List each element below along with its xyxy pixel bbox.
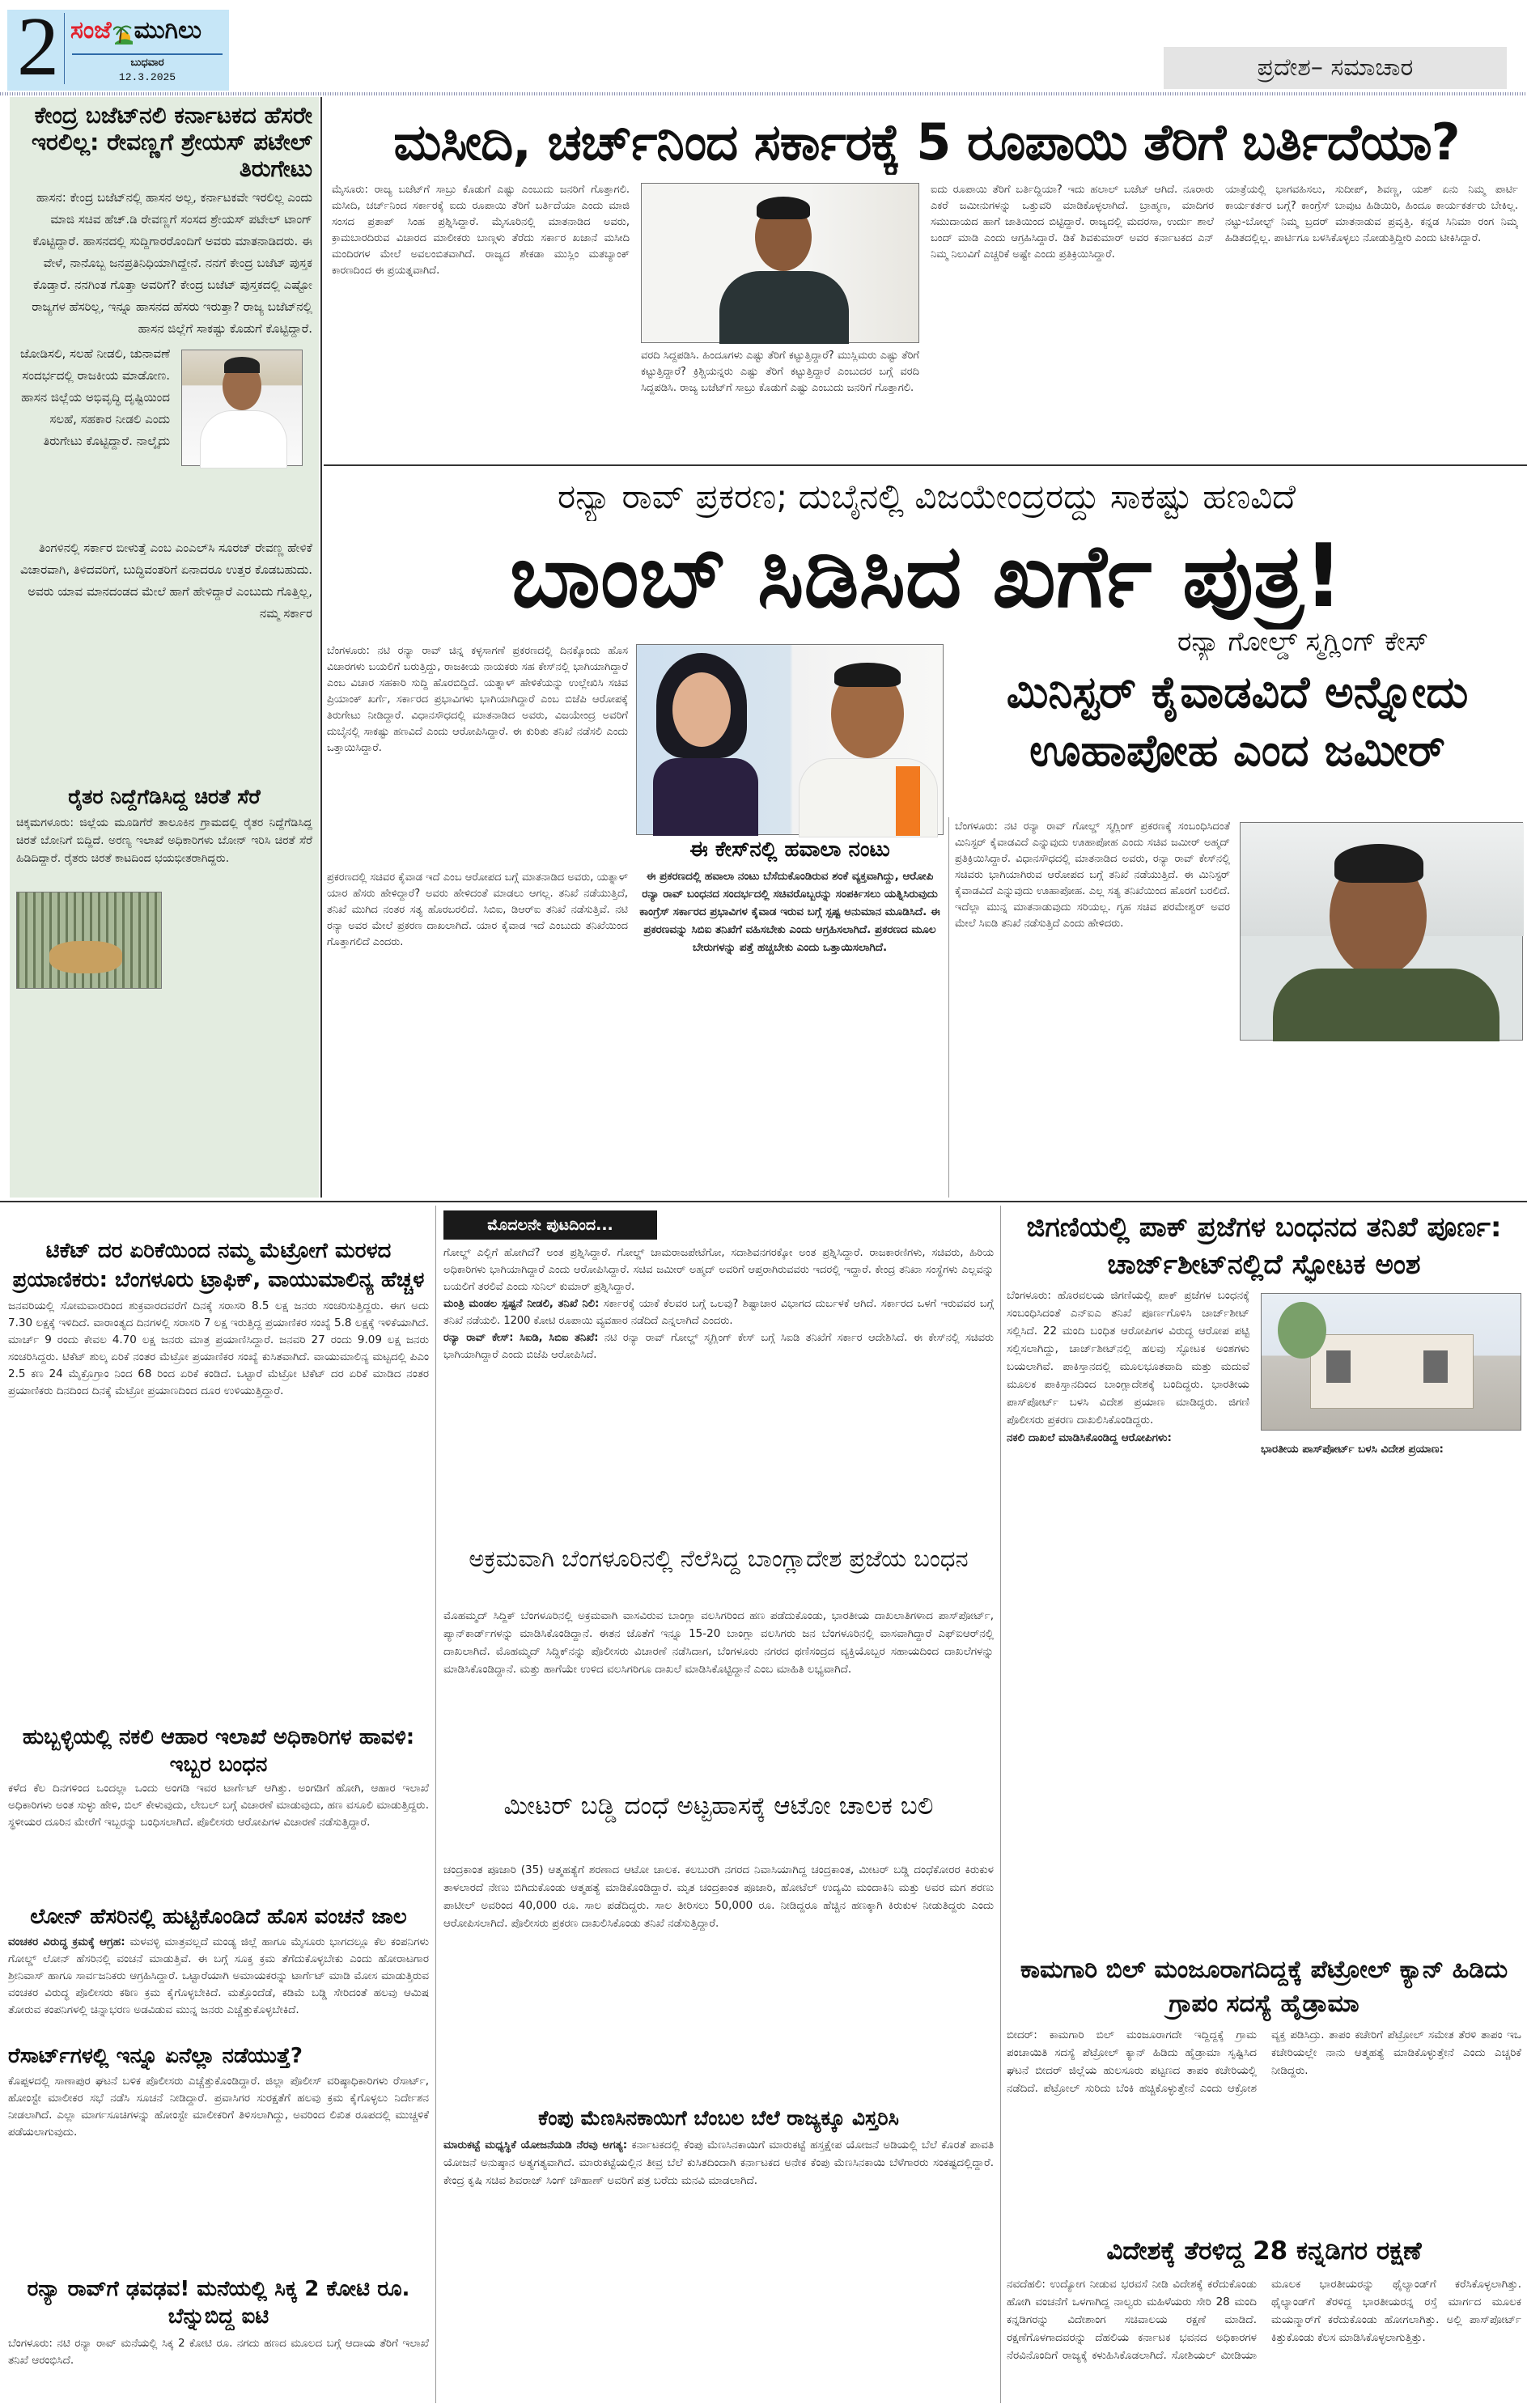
sidebar-story2-headline: ರೈತರ ನಿದ್ದೆಗೆಡಿಸಿದ್ದ ಚಿರತೆ ಸೆರೆ [68, 785, 261, 808]
hubballi-body: ಕಳೆದ ಕೆಲ ದಿನಗಳಿಂದ ಒಂದಲ್ಲಾ ಒಂದು ಅಂಗಡಿ ಇವರ ಟಾರ್ಗೆಟ್ ಆಗಿತ್ತು. ಅಂಗಡಿಗೆ ಹೋಗಿ, ಆಹಾರ ಇಲಾಖೆ ಅಧಿಕಾರಿಗಳು ಅಂತ ಸುಳ್ಳು ಹೇಳಿ, ಬಿಲ್ ಕೇಳುವುದು, ಲೇಬಲ್ ಬಗ್ಗೆ ವಿಚಾರಣೆ ಮಾಡುವುದು, ಹಣ ವಸೂಲಿ ಮಾಡುತ್ತಿದ್ದರು. ಸ್ಥಳೀಯರ ದೂರಿನ ಮೇರೆಗೆ ಇಬ್ಬರನ್ನು ಬಂಧಿಸಲಾಗಿದೆ. ಪೊಲೀಸರು ಆರೋಪಿಗಳ ವಿಚಾರಣೆ ನಡೆಸುತ್ತಿದ್ದಾರೆ. [8, 1782, 429, 1829]
loan-body [8, 1934, 429, 2039]
continued-banner [443, 1210, 657, 1240]
section-label: ಪ್ರದೇಶ– ಸಮಾಚಾರ [1257, 53, 1414, 82]
lead-col-2: ವರದಿ ಸಿದ್ದಪಡಿಸಿ. ಹಿಂದೂಗಳು ಎಷ್ಟು ತೆರಿಗೆ ಕಟ್ಟುತ್ತಿದ್ದಾರೆ? ಮುಸ್ಲಿಮರು ಎಷ್ಟು ತೆರಿಗೆ ಕಟ್ಟುತ್ತಿದ್ದಾರೆ? ಕ್ರಿಶ್ಚಿಯನ್ನರು ಎಷ್ಟು ತೆರಿಗೆ ಕಟ್ಟುತ್ತಿದ್ದಾರೆ ಎಂಬುದರ ಬಗ್ಗೆ ವರದಿ ಸಿದ್ದಪಡಿಸಿ. ರಾಜ್ಯ ಬಜೆಟ್‌ಗೆ ಸಾಬ್ರು ಕೊಡುಗೆ ಎಷ್ಟು ಎಂಬುದು ಜನರಿಗೆ ಗೊತ್ತಾಗಲಿ. [641, 350, 919, 394]
bottom-left-rule [435, 1206, 436, 2403]
zameer-ahmed-photo [1240, 822, 1523, 1041]
hawala-box-headline: ಈ ಕೇಸ್‌ನಲ್ಲಿ ಹವಾಲಾ ನಂಟು [689, 837, 890, 862]
ranya-it-headline: ರನ್ಯಾ ರಾವ್‌ಗೆ ಢವಢವ! ಮನೆಯಲ್ಲಿ ಸಿಕ್ಕ 2 ಕೋಟಿ ರೂ. ಬೆನ್ನುಬಿದ್ದ ಐಟಿ [27, 2277, 410, 2329]
loan-headline: ಲೋನ್ ಹೆಸರಿನಲ್ಲಿ ಹುಟ್ಟಿಕೊಂಡಿದೆ ಹೊಸ ವಂಚನೆ ಜಾಲ [30, 1905, 407, 1929]
lead-headline: ಮಸೀದಿ, ಚರ್ಚ್‌ನಿಂದ ಸರ್ಕಾರಕ್ಕೆ 5 ರೂಪಾಯಿ ತೆರಿಗೆ ಬರ್ತಿದೆಯಾ? [393, 112, 1460, 172]
lead-col-1: ಮೈಸೂರು: ರಾಜ್ಯ ಬಜೆಟ್‌ಗೆ ಸಾಬ್ರು ಕೊಡುಗೆ ಎಷ್ಟು ಎಂಬುದು ಜನರಿಗೆ ಗೊತ್ತಾಗಲಿ. ಮಸೀದಿ, ಚರ್ಚ್‌ನಿಂದ ಸರ್ಕಾರಕ್ಕೆ ಐದು ರೂಪಾಯಿ ತೆರಿಗೆ ಬರ್ತಿದೆಯಾ ಎಂದು ಮಾಜಿ ಸಂಸದ ಪ್ರತಾಪ್ ಸಿಂಹ ಪ್ರಶ್ನಿಸಿದ್ದಾರೆ. ಮೈಸೂರಿನಲ್ಲಿ ಮಾತನಾಡಿದ ಅವರು, ಕ್ರಾಮಬಾರದಿರುವ ವಿಚಾರದ ಮಾಲೀಕರು ಬಾಣ್ಗಳು ತೆರೆದು ಸರ್ಕಾರ ಖಜಾನೆ ಮಸೀದಿ ಮಂದಿರಗಳ ಮೇಲೆ ಅವಲಂಬಿತವಾಗಿದೆ. ರಾಜ್ಯದ ಶೇಕಡಾ ಮುಸ್ಲಿಂ ಮತಬ್ಯಾಂಕ್ ಕಾರಣದಿಂದ ಈ ಪ್ರಯತ್ನವಾಗಿದೆ. [332, 184, 630, 277]
logo-text-red: ಸಂಜೆ [70, 16, 112, 45]
jigani-building-photo [1261, 1293, 1521, 1431]
meter-headline: ಮೀಟರ್ ಬಡ್ಡಿ ದಂಧೆ ಅಟ್ಟಹಾಸಕ್ಕೆ ಆಟೋ ಚಾಲಕ ಬಲಿ [503, 1791, 934, 1821]
page-number: 2 [17, 10, 59, 91]
meter-body: ಚಂದ್ರಕಾಂತ ಪೂಜಾರಿ (35) ಆತ್ಮಹತ್ಯೆಗೆ ಶರಣಾದ ಆಟೋ ಚಾಲಕ. ಕಲಬುರಗಿ ನಗರದ ನಿವಾಸಿಯಾಗಿದ್ದ ಚಂದ್ರಕಾಂತ, ಮೀಟರ್ ಬಡ್ಡಿ ದಂಧೆಕೋರರ ಕಿರುಕುಳ ತಾಳಲಾರದೆ ನೇಣು ಬಿಗಿದುಕೊಂಡು ಆತ್ಮಹತ್ಯೆ ಮಾಡಿಕೊಂಡಿದ್ದಾರೆ. ಮೃತ ಚಂದ್ರಕಾಂತ ಪೂಜಾರಿ, ಹೋಟೆಲ್ ಉದ್ಯಮಿ ಮಂದಾಕಿನಿ ಮತ್ತು ಅವರ ಮಗ ಶರಣು ಪಾಟೀಲ್ ಅವರಿಂದ 40,000 ರೂ. ಸಾಲ ಪಡೆದಿದ್ದರು. ಸಾಲ ತೀರಿಸಲು 50,000 ರೂ. ನೀಡಿದ್ದರೂ ಹೆಚ್ಚಿನ ಹಣಕ್ಕಾಗಿ ಕಿರುಕುಳ ನೀಡುತಿದ್ದರು ಎಂದು ಆರೋಪಿಸಲಾಗಿದೆ. ಪೊಲೀಸರು ಪ್ರಕರಣ ದಾಖಲಿಸಿಕೊಂಡು ತನಿಖೆ ನಡೆಸುತ್ತಿದ್ದಾರೆ. [443, 1863, 994, 1930]
pratap-simha-photo [641, 183, 919, 343]
center-top-text: ಗೋಲ್ಡ್ ಎಲ್ಲಿಗೆ ಹೋಗಿದೆ? ಅಂತ ಪ್ರಶ್ನಿಸಿದ್ದಾರೆ. ಗೋಲ್ಡ್ ಚಾಮರಾಜಪೇಟೆಗೋ, ಸದಾಶಿವನಗರಕ್ಕೋ ಅಂತ ಪ್ರಶ್ನಿಸಿದ್ದಾರೆ. ರಾಜಕಾರಣಿಗಳು, ಸಚಿವರು, ಹಿರಿಯ ಅಧಿಕಾರಿಗಳು ಭಾಗಿಯಾಗಿದ್ದಾರೆ ಎಂದು ಆರೋಪಿಸಿದ್ದಾರೆ. ಸಚಿವ ಜಮೀರ್ ಅಹ್ಮದ್ ಅವರಿಗೆ ಆಪ್ತರಾಗಿರುವವರು ಇದರಲ್ಲಿ ಇದ್ದಾರೆ. ಕೇಂದ್ರ ತನಿಖಾ ಸಂಸ್ಥೆಗಳು ಎಲ್ಲವನ್ನು ಬಯಲಿಗೆ ತರಲಿವೆ ಎಂದು ಸುನಿಲ್ ಕುಮಾರ್ ಪ್ರಶ್ನಿಸಿದ್ದಾರೆ. [443, 1247, 994, 1293]
jigani-body-col2 [1261, 1440, 1521, 1950]
second-sub-kicker: ರನ್ಯಾ ಗೋಲ್ಡ್ ಸ್ಮಗ್ಲಿಂಗ್ ಕೇಸ್ [1177, 625, 1429, 657]
jigani-headline: ಜಿಗಣಿಯಲ್ಲಿ ಪಾಕ್ ಪ್ರಜೆಗಳ ಬಂಧನದ ತನಿಖೆ ಪೂರ್ಣ: ಚಾರ್ಜ್‌ಶೀಟ್‌ನಲ್ಲಿದೆ ಸ್ಫೋಟಕ ಅಂಶ [1026, 1211, 1502, 1281]
center-top-text2: ಸರ್ಕಾರಕ್ಕೆ ಯಾಕೆ ಕೆಲವರ ಬಗ್ಗೆ ಒಲವು? ಶಿಷ್ಟಾಚಾರ ವಿಭಾಗದ ದುರ್ಬಳಕೆ ಆಗಿದೆ. ಸರ್ಕಾರದ ಒಳಗೆ ಇರುವವರ ಬಗ್ಗೆ ತನಿಖೆ ನಡೆಯಲಿ. 1200 ಕೋಟಿ ರೂಪಾಯಿ ವ್ಯವಹಾರ ನಡೆದಿದೆ ಎನ್ನಲಾಗಿದೆ ಎಂದರು. [443, 1298, 994, 1327]
jigani-lead3: ಭಾರತೀಯ ಪಾಸ್‌ಪೋರ್ಟ್ ಬಳಸಿ ವಿದೇಶ ಪ್ರಯಾಣ: [1261, 1443, 1444, 1456]
second-sub-headline: ಮಿನಿಸ್ಟರ್ ಕೈವಾಡವಿದೆ ಅನ್ನೋದು ಊಹಾಪೋಹ ಎಂದ ಜಮೀರ್ [1006, 667, 1469, 776]
bidar-body: ಬೀದರ್: ಕಾಮಗಾರಿ ಬಿಲ್ ಮಂಜೂರಾಗದೇ ಇದ್ದಿದ್ದಕ್ಕೆ ಗ್ರಾಮ ಪಂಚಾಯಿತಿ ಸದಸ್ಯೆ ಪೆಟ್ರೋಲ್ ಕ್ಯಾನ್ ಹಿಡಿದು ಹೈಡ್ರಾಮಾ ಸೃಷ್ಟಿಸಿದ ಘಟನೆ ಬೀದರ್ ಜಿಲ್ಲೆಯ ಹುಲಸೂರು ಪಟ್ಟಣದ ತಾಪಂ ಕಚೇರಿಯಲ್ಲಿ ನಡೆದಿದೆ. ಪೆಟ್ರೋಲ್ ಸುರಿದು ಬೆಂಕಿ ಹಚ್ಚಿಕೊಳ್ಳುತ್ತೇನೆ ಎಂದು ಆಕ್ರೋಶ ವ್ಯಕ್ತ ಪಡಿಸಿದ್ರು. ತಾಪಂ ಕಚೇರಿಗೆ ಪೆಟ್ರೋಲ್ ಸಮೇತ ತೆರಳಿ ತಾಪಂ ಇಒ ಕಚೇರಿಯಲ್ಲೇ ನಾನು ಆತ್ಮಹತ್ಯೆ ಮಾಡಿಕೊಳ್ಳುತ್ತೇನೆ ಎಂದು ಎಚ್ಚರಿಕೆ ನೀಡಿದ್ದರು. [1007, 2029, 1521, 2095]
logo-text-black: ಮುಗಿಲು [134, 16, 202, 45]
center-top-body [443, 1244, 994, 1520]
jigani-lead2: ನಕಲಿ ದಾಖಲೆ ಮಾಡಿಸಿಕೊಂಡಿದ್ದ ಆರೋಪಿಗಳು: [1007, 1431, 1172, 1444]
loan-lead: ವಂಚಕರ ವಿರುದ್ಧ ಕ್ರಮಕ್ಕೆ ಆಗ್ರಹ: [8, 1935, 125, 1948]
palm-sun-icon [113, 21, 133, 42]
tomato-headline: ಕೆಂಪು ಮೆಣಸಿನಕಾಯಿಗೆ ಬೆಂಬಲ ಬೆಲೆ ರಾಜ್ಯಕ್ಕೂ ವಿಸ್ತರಿಸಿ [538, 2106, 899, 2130]
metro-headline: ಟಿಕೆಟ್ ದರ ಏರಿಕೆಯಿಂದ ನಮ್ಮ ಮೆಟ್ರೋಗೆ ಮರಳದ ಪ್ರಯಾಣಿಕರು: ಬೆಂಗಳೂರು ಟ್ರಾಫಿಕ್, ವಾಯುಮಾಲಿನ್ಯ ಹೆಚ್ಚಳ [12, 1239, 425, 1292]
center-top-lead3: ರನ್ಯಾ ರಾವ್ ಕೇಸ್: ಸಿಐಡಿ, ಸಿಬಿಐ ತನಿಖೆ: [443, 1332, 599, 1344]
bidar-headline: ಕಾಮಗಾರಿ ಬಿಲ್ ಮಂಜೂರಾಗದಿದ್ದಕ್ಕೆ ಪೆಟ್ರೋಲ್ ಕ್ಯಾನ್ ಹಿಡಿದು ಗ್ರಾಪಂ ಸದಸ್ಯೆ ಹೈಡ್ರಾಮಾ [1020, 1956, 1508, 2018]
lead-col-4: ಯಾತ್ರೆಯಲ್ಲಿ ಭಾಗವಹಿಸಲು, ಸುದೀಪ್, ಶಿವಣ್ಣ, ಯಶ್ ಏನು ನಿಮ್ಮ ಪಾರ್ಟಿ ಕಾರ್ಯಕರ್ತರ ಬಗ್ಗೆ? ಕಾಂಗ್ರೆಸ್ ಬಾವುಟ ಹಿಡಿಯಿರಿ, ಹಿಂದೂ ಕಾರ್ಯಕರ್ತರು ಬೇಕಿಲ್ಲ. ನಟ್ಟು-ಬೋಲ್ಟ್ ನಿಮ್ಮ ಬ್ರದರ್ ಮಾತನಾಡುವ ಪ್ರವೃತ್ತಿ. ಕನ್ನಡ ಸಿನಿಮಾ ರಂಗ ನಿಮ್ಮ ಹಿಡಿತದಲ್ಲಿಲ್ಲ. ಪಾರ್ಟಿಗೂ ಬಳಸಿಕೊಳ್ಳಲು ನೋಡುತ್ತಿದ್ದೀರಿ ಎಂದು ಟೀಕಿಸಿದ್ದಾರೆ. [1225, 184, 1518, 244]
hawala-box-body: ಈ ಪ್ರಕರಣದಲ್ಲಿ ಹವಾಲಾ ನಂಟು ಬೆಸೆದುಕೊಂಡಿರುವ ಶಂಕೆ ವ್ಯಕ್ತವಾಗಿದ್ದು, ಆರೋಪಿ ರನ್ಯಾ ರಾವ್ ಬಂಧನದ ಸಂದರ್ಭದಲ್ಲಿ ಸಚಿವರೊಬ್ಬರನ್ನು ಸಂಪರ್ಕಿಸಲು ಯತ್ನಿಸಿರುವುದು ಕಾಂಗ್ರೆಸ್ ಸರ್ಕಾರದ ಪ್ರಭಾವಿಗಳ ಕೈವಾಡ ಇರುವ ಬಗ್ಗೆ ಸ್ಪಷ್ಟ ಅನುಮಾನ ಮೂಡಿಸಿದೆ. ಈ ಪ್ರಕರಣವನ್ನು ಸಿಬಿಐ ತನಿಖೆಗೆ ವಹಿಸಬೇಕು ಎಂದು ಆಗ್ರಹಿಸಲಾಗಿದೆ. ಪ್ರಕರಣದ ಮೂಲ ಬೇರುಗಳನ್ನು ಪತ್ತೆ ಹಚ್ಚಬೇಕು ಎಂದು ಒತ್ತಾಯಿಸಲಾಗಿದೆ. [639, 870, 940, 954]
center-top-lead2: ಮಂತ್ರಿ ಮಂಡಲ ಸ್ಪಷ್ಟನೆ ನೀಡಲಿ, ತನಿಖೆ ನಿಲಿ: [443, 1298, 600, 1310]
resort-headline: ರೆಸಾರ್ಟ್‌ಗಳಲ್ಲಿ ಇನ್ನೂ ಏನೆಲ್ಲಾ ನಡೆಯುತ್ತೆ? [8, 2044, 303, 2068]
bangla-headline: ಅಕ್ರಮವಾಗಿ ಬೆಂಗಳೂರಿನಲ್ಲಿ ನೆಲೆಸಿದ್ದ ಬಾಂಗ್ಲಾದೇಶ ಪ್ರಜೆಯ ಬಂಧನ [469, 1545, 969, 1572]
leopard-cage-photo [16, 892, 162, 989]
tomato-lead: ಮಾರುಕಟ್ಟೆ ಮಧ್ಯಸ್ಥಿಕೆ ಯೋಜನೆಯಡಿ ನೆರವು ಅಗತ್ಯ: [443, 2139, 628, 2152]
center-top-text3: ನಟಿ ರನ್ಯಾ ರಾವ್ ಗೋಲ್ಡ್ ಸ್ಮಗ್ಲಿಂಗ್ ಕೇಸ್ ಬಗ್ಗೆ ಸಿಐಡಿ ತನಿಖೆಗೆ ಸರ್ಕಾರ ಆದೇಶಿಸಿದೆ. ಈ ಕೇಸ್‌ನಲ್ಲಿ ಸಚಿವರು ಭಾಗಿಯಾಗಿದ್ದಾರೆ ಎಂದು ಬಿಜೆಪಿ ಆರೋಪಿಸಿದೆ. [443, 1332, 994, 1361]
ranya-it-body: ಬೆಂಗಳೂರು: ನಟಿ ರನ್ಯಾ ರಾವ್ ಮನೆಯಲ್ಲಿ ಸಿಕ್ಕ 2 ಕೋಟಿ ರೂ. ನಗದು ಹಣದ ಮೂಲದ ಬಗ್ಗೆ ಆದಾಯ ತೆರಿಗೆ ಇಲಾಖೆ ತನಿಖೆ ಆರಂಭಿಸಿದೆ. [8, 2337, 429, 2367]
upper-section-bottom-rule [0, 1201, 1527, 1202]
ranya-vijayendra-photo [636, 644, 944, 835]
lead-col-3: ಐದು ರೂಪಾಯಿ ತೆರಿಗೆ ಬರ್ತಿದ್ದಿಯಾ? ಇದು ಹಲಾಲ್ ಬಜೆಟ್ ಆಗಿದೆ. ನೂರಾರು ಎಕರೆ ಜಮೀನುಗಳನ್ನು ಒತ್ತುವರಿ ಮಾಡಿಕೊಳ್ಳಲಾಗಿದೆ. ಬ್ರಾಹ್ಮಣ, ಮಾದಿಗರ ಸಮುದಾಯದ ಹಾಗೆ ಜಾತಿಯಿಂದ ಬಿಟ್ಟಿದ್ದಾರೆ. ರಾಜ್ಯದಲ್ಲಿ ಮದರಸಾ, ಉರ್ದು ಶಾಲೆ ಬಂದ್ ಮಾಡಿ ಎಂದು ಆಗ್ರಹಿಸಿದ್ದಾರೆ. ಡಿಕೆ ಶಿವಕುಮಾರ್ ಅವರ ಕರ್ನಾಟಕದ ಎನ್ ನಿಮ್ಮ ನಿಲುವಿಗೆ ಎಚ್ಚರಿಕೆ ಅಷ್ಟೇ ಎಂದು ಪ್ರತಿಕ್ರಿಯಿಸಿದ್ದಾರೆ. [931, 184, 1214, 261]
sidebar-story1-body-cont: ತಿಂಗಳಿನಲ್ಲಿ ಸರ್ಕಾರ ಬೀಳುತ್ತೆ ಎಂಬ ಎಂಎಲ್‌ಸಿ ಸೂರಜ್ ರೇವಣ್ಣ ಹೇಳಿಕೆ ವಿಚಾರವಾಗಿ, ತಿಳಿದವರಿಗೆ, ಬುದ್ಧಿವಂತರಿಗೆ ಏನಾದರೂ ಉತ್ತರ ಕೊಡಬಹುದು. ಅವರು ಯಾವ ಮಾನದಂಡದ ಮೇಲೆ ಹಾಗೆ ಹೇಳಿದ್ದಾರೆ ಎಂಬುದು ಗೊತ್ತಿಲ್ಲ, ನಮ್ಮ ಸರ್ಕಾರ [19, 541, 312, 621]
lead-bottom-rule [324, 464, 1527, 466]
masthead-divider [0, 92, 1527, 95]
tomato-text: ಕರ್ನಾಟಕದಲ್ಲಿ ಕೆಂಪು ಮೆಣಸಿನಕಾಯಿಗೆ ಮಾರುಕಟ್ಟೆ ಹಸ್ತಕ್ಷೇಪ ಯೋಜನೆ ಅಡಿಯಲ್ಲಿ ಬೆಲೆ ಕೊರತೆ ಪಾವತಿ ಯೋಜನೆ ಅನುಷ್ಠಾನ ಅತ್ಯಗತ್ಯವಾಗಿದೆ. ಮಾರುಕಟ್ಟೆಯಲ್ಲಿನ ತೀವ್ರ ಬೆಲೆ ಕುಸಿತದಿಂದಾಗಿ ಕರ್ನಾಟಕದ ಅನೇಕ ಕೆಂಪು ಮೆಣಸಿನಕಾಯಿ ಬೆಳೆಗಾರರು ಸಂಕಷ್ಟದಲ್ಲಿದ್ದಾರೆ. ಕೇಂದ್ರ ಕೃಷಿ ಸಚಿವ ಶಿವರಾಜ್ ಸಿಂಗ್ ಚೌಹಾಣ್ ಅವರಿಗೆ ಪತ್ರ ಬರೆದು ಮನವಿ ಮಾಡಲಾಗಿದೆ. [443, 2139, 994, 2187]
second-kicker: ರನ್ಯಾ ರಾವ್ ಪ್ರಕರಣ; ದುಬೈನಲ್ಲಿ ವಿಜಯೇಂದ್ರರದ್ದು ಸಾಕಷ್ಟು ಹಣವಿದೆ [558, 477, 1296, 516]
center-top-body-right [668, 1210, 994, 1243]
thailand-body: ನವದೆಹಲಿ: ಉದ್ಯೋಗ ನೀಡುವ ಭರವಸೆ ನೀಡಿ ವಿದೇಶಕ್ಕೆ ಕರೆದುಕೊಂಡು ಹೋಗಿ ವಂಚನೆಗೆ ಒಳಗಾಗಿದ್ದ ನಾಲ್ವರು ಮಹಿಳೆಯರು ಸೇರಿ 28 ಮಂದಿ ಕನ್ನಡಿಗರನ್ನು ವಿದೇಶಾಂಗ ಸಚಿವಾಲಯ ರಕ್ಷಣೆ ಮಾಡಿದೆ. ರಕ್ಷಣೆಗೊಳಗಾದವರನ್ನು ದೆಹಲಿಯ ಕರ್ನಾಟಕ ಭವನದ ಅಧಿಕಾರಗಳ ನೆರವಿನೊಂದಿಗೆ ರಾಜ್ಯಕ್ಕೆ ಕಳುಹಿಸಿಕೊಡಲಾಗಿದೆ. ಸೋಶಿಯಲ್ ಮೀಡಿಯಾ ಮೂಲಕ ಭಾರತೀಯರನ್ನು ಥೈಲ್ಯಾಂಡ್‌ಗೆ ಕರೆಸಿಕೊಳ್ಳಲಾಗಿತ್ತು. ಥೈಲ್ಯಾಂಡ್‌ಗೆ ತೆರಳಿದ್ದ ಭಾರತೀಯರನ್ನ ರಸ್ತೆ ಮಾರ್ಗದ ಮೂಲಕ ಮಯನ್ಮಾರ್‌ಗೆ ಕರೆದುಕೊಂಡು ಹೋಗಲಾಗಿತ್ತು. ಅಲ್ಲಿ ಪಾಸ್‌ಪೋರ್ಟ್ ಕಿತ್ತುಕೊಂಡು ಕೆಲಸ ಮಾಡಿಸಿಕೊಳ್ಳಲಾಗುತ್ತಿತ್ತು. [1007, 2278, 1521, 2362]
sidebar-story1-body: ಹಾಸನ: ಕೇಂದ್ರ ಬಜೆಟ್‌ನಲ್ಲಿ ಹಾಸನ ಅಲ್ಲ, ಕರ್ನಾಟಕವೇ ಇರಲಿಲ್ಲ ಎಂದು ಮಾಜಿ ಸಚಿವ ಹೆಚ್.ಡಿ ರೇವಣ್ಣಗೆ ಸಂಸದ ಶ್ರೇಯಸ್ ಪಟೇಲ್ ಟಾಂಗ್ ಕೊಟ್ಟಿದ್ದಾರೆ. ಹಾಸನದಲ್ಲಿ ಸುದ್ದಿಗಾರರೊಂದಿಗೆ ಅವರು ಮಾತನಾಡಿದರು. ಈ ವೇಳೆ, ನಾನೊಬ್ಬ ಜನಪ್ರತಿನಿಧಿಯಾಗಿದ್ದೇನೆ. ನನಗೆ ಕೇಂದ್ರ ಬಜೆಟ್ ಪುಸ್ತಕ ಕೊಡ್ತಾರೆ. ನನಗಿಂತ ಗೊತ್ತಾ ಅವರಿಗೆ? ಕೇಂದ್ರ ಬಜೆಟ್ ಪುಸ್ತಕದಲ್ಲಿ ಎಷ್ಟೋ ರಾಜ್ಯಗಳ ಹೆಸರಿಲ್ಲ, ಇನ್ನೂ ಹಾಸನದ ಹೆಸರು ಇರುತ್ತಾ? ರಾಜ್ಯ ಬಜೆಟ್‌ನಲ್ಲಿ ಹಾಸನ ಜಿಲ್ಲೆಗೆ ಸಾಕಷ್ಟು ಕೊಡುಗೆ ಕೊಟ್ಟಿದ್ದಾರೆ. [32, 190, 312, 336]
shreyas-patel-photo [181, 350, 303, 466]
tomato-body [443, 2136, 994, 2403]
date-label: 12.3.2025 [118, 71, 176, 83]
jigani-body-col1 [1007, 1287, 1249, 1950]
sidebar-story2-body: ಚಿಕ್ಕಮಗಳೂರು: ಜಿಲ್ಲೆಯ ಮೂಡಿಗೆರೆ ತಾಲೂಕಿನ ಗ್ರಾಮದಲ್ಲಿ ರೈತರ ನಿದ್ದೆಗೆಡಿಸಿದ್ದ ಚಿರತೆ ಬೋನಿಗೆ ಬಿದ್ದಿದೆ. ಅರಣ್ಯ ಇಲಾಖೆ ಅಧಿಕಾರಿಗಳು ಬೋನ್ ಇರಿಸಿ ಚಿರತೆ ಸೆರೆ ಹಿಡಿದಿದ್ದಾರೆ. ರೈತರು ಚಿರತೆ ಕಾಟದಿಂದ ಭಯಭೀತರಾಗಿದ್ದರು. [16, 816, 312, 866]
jigani-text: ಬೆಂಗಳೂರು: ಹೊರವಲಯ ಜಿಗಣಿಯಲ್ಲಿ ಪಾಕ್ ಪ್ರಜೆಗಳ ಬಂಧನಕ್ಕೆ ಸಂಬಂಧಿಸಿದಂತೆ ಎನ್‌ಐಎ ತನಿಖೆ ಪೂರ್ಣಗೊಳಿಸಿ ಚಾರ್ಜ್‌ಶೀಟ್ ಸಲ್ಲಿಸಿದೆ. 22 ಮಂದಿ ಬಂಧಿತ ಆರೋಪಿಗಳ ವಿರುದ್ಧ ಆರೋಪ ಪಟ್ಟಿ ಸಲ್ಲಿಸಲಾಗಿದ್ದು, ಚಾರ್ಜ್‌ಶೀಟ್‌ನಲ್ಲಿ ಹಲವು ಸ್ಫೋಟಕ ಅಂಶಗಳು ಬಯಲಾಗಿವೆ. ಪಾಕಿಸ್ತಾನದಲ್ಲಿ ಮೂಲಭೂತವಾದಿ ಮತ್ತು ಮದುವೆ ಮೂಲಕ ಪಾಕಿಸ್ತಾನದಿಂದ ಬಾಂಗ್ಲಾದೇಶಕ್ಕೆ ಬಂದಿದ್ದರು. ಭಾರತೀಯ ಪಾಸ್‌ಪೋರ್ಟ್ ಬಳಸಿ ವಿದೇಶ ಪ್ರಯಾಣ ಮಾಡಿದ್ದರು. ಜಿಗಣಿ ಪೊಲೀಸರು ಪ್ರಕರಣ ದಾಖಲಿಸಿಕೊಂಡಿದ್ದರು. [1007, 1289, 1249, 1427]
second-headline: ಬಾಂಬ್ ಸಿಡಿಸಿದ ಖರ್ಗೆ ಪುತ್ರ! [509, 526, 1344, 627]
continued-label: ಮೊದಲನೇ ಪುಟದಿಂದ... [487, 1216, 613, 1234]
bangla-body: ಮೊಹಮ್ಮದ್ ಸಿದ್ದಿಕ್ ಬೆಂಗಳೂರಿನಲ್ಲಿ ಅಕ್ರಮವಾಗಿ ವಾಸವಿರುವ ಬಾಂಗ್ಲಾ ವಲಸಿಗರಿಂದ ಹಣ ಪಡೆದುಕೊಂಡು, ಭಾರತೀಯ ದಾಖಲಾತಿಗಳಾದ ಪಾಸ್‌ಪೋರ್ಟ್, ಪ್ಯಾನ್‌ಕಾರ್ಡ್‌ಗಳನ್ನು ಮಾಡಿಸಿಕೊಂಡಿದ್ದಾನೆ. ಈತನ ಜೊತೆಗೆ ಇನ್ನೂ 15-20 ಬಾಂಗ್ಲಾ ವಲಸಿಗರು ಜನ ಬೆಂಗಳೂರಿನಲ್ಲಿ ವಾಸವಾಗಿದ್ದಾರೆ ಎಫ್‌ಐಆರ್‌ನಲ್ಲಿ ದಾಖಲಾಗಿದೆ. ಮೊಹಮ್ಮದ್ ಸಿದ್ದಿಕ್‌ನನ್ನು ಪೊಲೀಸರು ವಿಚಾರಣೆ ನಡೆಸಿದಾಗ, ಬೆಂಗಳೂರು ನಗರದ ಥಣಿಸಂದ್ರದ ವ್ಯಕ್ತಿಯೊಬ್ಬರ ಸಹಾಯದಿಂದ ದಾಖಲೆಗಳನ್ನು ಮಾಡಿಸಿಕೊಂಡಿದ್ದಾನೆ. ಮತ್ತು ಹಾಗೆಯೇ ಉಳಿದ ವಲಸಿಗರಿಗೂ ದಾಖಲೆ ಮಾಡಿಸಿಕೊಟ್ಟಿದ್ದಾನೆ ಎಂಬ ಮಾಹಿತಿ ಲಭ್ಯವಾಗಿದೆ. [443, 1609, 994, 1676]
bottom-right-rule [1000, 1206, 1001, 2403]
sidebar-story1-body-wrap: ಜೋಡಿಸಲಿ, ಸಲಹೆ ನೀಡಲಿ, ಚುನಾವಣೆ ಸಂದರ್ಭದಲ್ಲಿ ರಾಜಕೀಯ ಮಾಡೋಣ. ಹಾಸನ ಜಿಲ್ಲೆಯ ಅಭಿವೃದ್ಧಿ ದೃಷ್ಟಿಯಿಂದ ಸಲಹೆ, ಸಹಕಾರ ನೀಡಲಿ ಎಂದು ತಿರುಗೇಟು ಕೊಟ್ಟಿದ್ದಾರೆ. ನಾಲ್ಕೈದು [19, 346, 170, 448]
resort-body: ಕೊಪ್ಪಳದಲ್ಲಿ ಸಾಣಾಪುರ ಘಟನೆ ಬಳಿಕ ಪೊಲೀಸರು ಎಚ್ಚೆತ್ತುಕೊಂಡಿದ್ದಾರೆ. ಜಿಲ್ಲಾ ಪೊಲೀಸ್ ವರಿಷ್ಠಾಧಿಕಾರಿಗಳು ರೆಸಾರ್ಟ್, ಹೋಂಸ್ಟೇ ಮಾಲೀಕರ ಸಭೆ ನಡೆಸಿ ಸೂಚನೆ ನೀಡಿದ್ದಾರೆ. ಪ್ರವಾಸಿಗರ ಸುರಕ್ಷತೆಗೆ ಹಲವು ಕ್ರಮ ಕೈಗೊಳ್ಳಲು ನಿರ್ದೇಶನ ನೀಡಲಾಗಿದೆ. ಎಲ್ಲಾ ಮಾರ್ಗಸೂಚಿಗಳನ್ನು ಹೋಂಸ್ಟೇ ಮಾಲೀಕರಿಗೆ ತಿಳಿಸಲಾಗಿದ್ದು, ಅವರಿಂದ ಲಿಖಿತ ರೂಪದಲ್ಲಿ ಮುಚ್ಚಳಿಕೆ ಪಡೆಯಲಾಗುವುದು. [8, 2075, 429, 2139]
second-col-rule [948, 817, 949, 1198]
hubballi-headline: ಹುಬ್ಬಳ್ಳಿಯಲ್ಲಿ ನಕಲಿ ಆಹಾರ ಇಲಾಖೆ ಅಧಿಕಾರಿಗಳ ಹಾವಳಿ: ಇಬ್ಬರ ಬಂಧನ [22, 1725, 415, 1777]
second-col-2: ಪ್ರಕರಣದಲ್ಲಿ ಸಚಿವರ ಕೈವಾಡ ಇದೆ ಎಂಬ ಆರೋಪದ ಬಗ್ಗೆ ಮಾತನಾಡಿದ ಅವರು, ಯತ್ನಾಳ್ ಯಾರ ಹೆಸರು ಹೇಳಿದ್ದಾರೆ? ಅವರು ಹೇಳಿದಂತೆ ಮಾಡಲು ಆಗಲ್ಲ. ತನಿಖೆ ನಡೆಯುತ್ತಿದೆ, ತನಿಖೆ ಮುಗಿದ ನಂತರ ಸತ್ಯ ಹೊರಬರಲಿದೆ. ಸಿಬಿಐ, ಡಿಆರ್‌ಐ ತನಿಖೆ ನಡೆಸುತ್ತಿವೆ. ನಟಿ ರನ್ಯಾ ಅವರ ಮೇಲೆ ಪ್ರಕರಣ ದಾಖಲಾಗಿದೆ. ಯಾರ ಕೈವಾಡ ಇದೆ ಎಂಬುದು ತನಿಖೆಯಿಂದ ಗೊತ್ತಾಗಲಿದೆ ಎಂದರು. [327, 871, 628, 948]
day-label: ಬುಧವಾರ [130, 57, 164, 69]
loan-text: ಮಳವಳ್ಳಿ ಮಾತ್ರವಲ್ಲದೆ ಮಂಡ್ಯ ಜಿಲ್ಲೆ ಹಾಗೂ ಮೈಸೂರು ಭಾಗದಲ್ಲೂ ಕೆಲ ಕಂಪನಿಗಳು ಗೋಲ್ಡ್ ಲೋನ್ ಹೆಸರಿನಲ್ಲಿ ವಂಚನೆ ಮಾಡುತ್ತಿವೆ. ಈ ಬಗ್ಗೆ ಸೂಕ್ತ ಕ್ರಮ ತೆಗೆದುಕೊಳ್ಳಬೇಕು ಎಂದು ಹೋರಾಟಗಾರ ಶ್ರೀನಿವಾಸ್ ಹಾಗೂ ಸಾರ್ವಜನಿಕರು ಆಗ್ರಹಿಸಿದ್ದಾರೆ. ಒಟ್ಟಾರೆಯಾಗಿ ಅಮಾಯಕರನ್ನು ಟಾರ್ಗೆಟ್ ಮಾಡಿ ಮೋಸ ಮಾಡುತ್ತಿರುವ ವಂಚಕರ ವಿರುದ್ಧ ಪೊಲೀಸರು ಕಠಿಣ ಕ್ರಮ ಕೈಗೊಳ್ಳಬೇಕಿದೆ. ಮತ್ತೊಂದೆಡೆ, ಕಡಿಮೆ ಬಡ್ಡಿ ಸೇರಿದಂತೆ ಹಲವು ಆಮಿಷ ತೋರುವ ಕಂಪನಿಗಳಲ್ಲಿ ಚಿನ್ನಾಭರಣ ಅಡವಿಡುವ ಮುನ್ನ ಜನರು ಎಚ್ಚೆತ್ತುಕೊಳ್ಳಬೇಕಿದೆ. [8, 1935, 429, 2016]
sidebar-story1-headline: ಕೇಂದ್ರ ಬಜೆಟ್‌ನಲಿ ಕರ್ನಾಟಕದ ಹೆಸರೇ ಇರಲಿಲ್ಲ: ರೇವಣ್ಣಗೆ ಶ್ರೇಯಸ್ ಪಟೇಲ್ ತಿರುಗೇಟು [31, 102, 312, 182]
metro-body: ಜನವರಿಯಲ್ಲಿ ಸೋಮವಾರದಿಂದ ಶುಕ್ರವಾರದವರೆಗೆ ದಿನಕ್ಕೆ ಸರಾಸರಿ 8.5 ಲಕ್ಷ ಜನರು ಸಂಚರಿಸುತ್ತಿದ್ದರು. ಈಗ ಅದು 7.30 ಲಕ್ಷಕ್ಕೆ ಇಳಿದಿದೆ. ವಾರಾಂತ್ಯದ ದಿನಗಳಲ್ಲಿ ಸರಾಸರಿ 7 ಲಕ್ಷ ಇರುತ್ತಿದ್ದ ಪ್ರಯಾಣಿಕರ ಸಂಖ್ಯೆ 5.8 ಲಕ್ಷಕ್ಕೆ ಇಳಿಕೆಯಾಗಿದೆ. ಮಾರ್ಚ್ 9 ರಂದು ಕೇವಲ 4.70 ಲಕ್ಷ ಜನರು ಮಾತ್ರ ಪ್ರಯಾಣಿಸಿದ್ದಾರೆ. ಜನವರಿ 27 ರಂದು 9.09 ಲಕ್ಷ ಜನರು ಸಂಚರಿಸಿದ್ದರು. ಟಿಕೆಟ್ ಶುಲ್ಕ ಏರಿಕೆ ನಂತರ ಮೆಟ್ರೋ ಪ್ರಯಾಣಿಕರ ಸಂಖ್ಯೆ ಕುಸಿತವಾಗಿದೆ. ವಾಯುಮಾಲಿನ್ಯ ಮಟ್ಟದಲ್ಲಿ ಪಿಎಂ 2.5 ಕಣ 24 ಮೈಕ್ರೊಗ್ರಾಂ ನಿಂದ 68 ರಿಂದ ಏರಿಕೆ ಕಂಡಿದೆ. ಒಟ್ಟಾರೆ ಮೆಟ್ರೋ ಟಿಕೆಟ್ ದರ ಏರಿಕೆ ಮಾಡಿದ ನಂತರ ಪ್ರಯಾಣಿಕರು ದಿನದಿಂದ ದಿನಕ್ಕೆ ಮೆಟ್ರೋ ಪ್ರಯಾಣದಿಂದ ದೂರ ಉಳಿಯುತ್ತಿದ್ದಾರೆ. [8, 1299, 429, 1397]
sidebar-rule [320, 97, 322, 1198]
thailand-headline: ವಿದೇಶಕ್ಕೆ ತೆರಳಿದ್ದ 28 ಕನ್ನಡಿಗರ ರಕ್ಷಣೆ [1106, 2236, 1422, 2266]
newspaper-logo [70, 15, 224, 50]
second-col-1: ಬೆಂಗಳೂರು: ನಟಿ ರನ್ಯಾ ರಾವ್ ಚಿನ್ನ ಕಳ್ಳಸಾಗಣೆ ಪ್ರಕರಣದಲ್ಲಿ ದಿನಕ್ಕೊಂದು ಹೊಸ ವಿಚಾರಗಳು ಬಯಲಿಗೆ ಬರುತ್ತಿದ್ದು, ರಾಜಕೀಯ ನಾಯಕರು ಸಹ ಕೇಸ್‌ನಲ್ಲಿ ಭಾಗಿಯಾಗಿದ್ದಾರೆ ಎಂಬ ವಿಚಾರ ಸಹಕಾರಿ ಸುದ್ದಿ ಹೊರಬಿದ್ದಿದೆ. ಯತ್ನಾಳ್ ಹೇಳಿಕೆಯನ್ನು ಉಲ್ಲೇಖಿಸಿ ಸಚಿವ ಪ್ರಿಯಾಂಕ್ ಖರ್ಗೆ, ಸರ್ಕಾರದ ಪ್ರಭಾವಿಗಳು ಭಾಗಿಯಾಗಿದ್ದಾರೆ ಎಂಬ ಬಿಜೆಪಿ ಆರೋಪಕ್ಕೆ ತಿರುಗೇಟು ನೀಡಿದ್ದಾರೆ. ವಿಧಾನಸೌಧದಲ್ಲಿ ಮಾತನಾಡಿದ ಅವರು, ವಿಜಯೇಂದ್ರ ಅವರಿಗೆ ದುಬೈನಲ್ಲಿ ಸಾಕಷ್ಟು ಹಣವಿದೆ ಎಂದು ಆರೋಪಿಸಿದ್ದಾರೆ. ಈ ಕುರಿತು ತನಿಖೆ ನಡೆಸಲಿ ಎಂದು ಒತ್ತಾಯಿಸಿದ್ದಾರೆ. [327, 645, 628, 754]
section-label-box [1164, 47, 1507, 89]
sidebar [10, 97, 319, 1198]
masthead [7, 10, 229, 91]
second-sub-body: ಬೆಂಗಳೂರು: ನಟಿ ರನ್ಯಾ ರಾವ್ ಗೋಲ್ಡ್ ಸ್ಮಗ್ಲಿಂಗ್ ಪ್ರಕರಣಕ್ಕೆ ಸಂಬಂಧಿಸಿದಂತೆ ಮಿನಿಸ್ಟರ್ ಕೈವಾಡವಿದೆ ಎನ್ನುವುದು ಊಹಾಪೋಹ ಎಂದು ಸಚಿವ ಜಮೀರ್ ಅಹ್ಮದ್ ಪ್ರತಿಕ್ರಿಯಿಸಿದ್ದಾರೆ. ವಿಧಾನಸೌಧದಲ್ಲಿ ಮಾತನಾಡಿದ ಅವರು, ರನ್ಯಾ ರಾವ್ ಕೇಸ್‌ನಲ್ಲಿ ಸಚಿವರು ಭಾಗಿಯಾಗಿರುವ ಆರೋಪದ ಬಗ್ಗೆ ತನಿಖೆ ನಡೆಯುತ್ತಿದೆ. ಈ ಮಿನಿಸ್ಟರ್ ಕೈವಾಡವಿದೆ ಎನ್ನುವುದು ಊಹಾಪೋಹ. ಎಲ್ಲ ಸತ್ಯ ತನಿಖೆಯಿಂದ ಹೊರಗೆ ಬರಲಿದೆ. ಇದೆಲ್ಲಾ ಮುನ್ನ ಮಾತನಾಡುವುದು ಸರಿಯಲ್ಲ. ಗೃಹ ಸಚಿವ ಪರಮೇಶ್ವರ್ ಅವರ ಮೇಲೆ ಸಿಐಡಿ ತನಿಖೆ ನಡೆಸುತ್ತಿದೆ ಎಂದು ಹೇಳಿದರು. [955, 820, 1230, 930]
